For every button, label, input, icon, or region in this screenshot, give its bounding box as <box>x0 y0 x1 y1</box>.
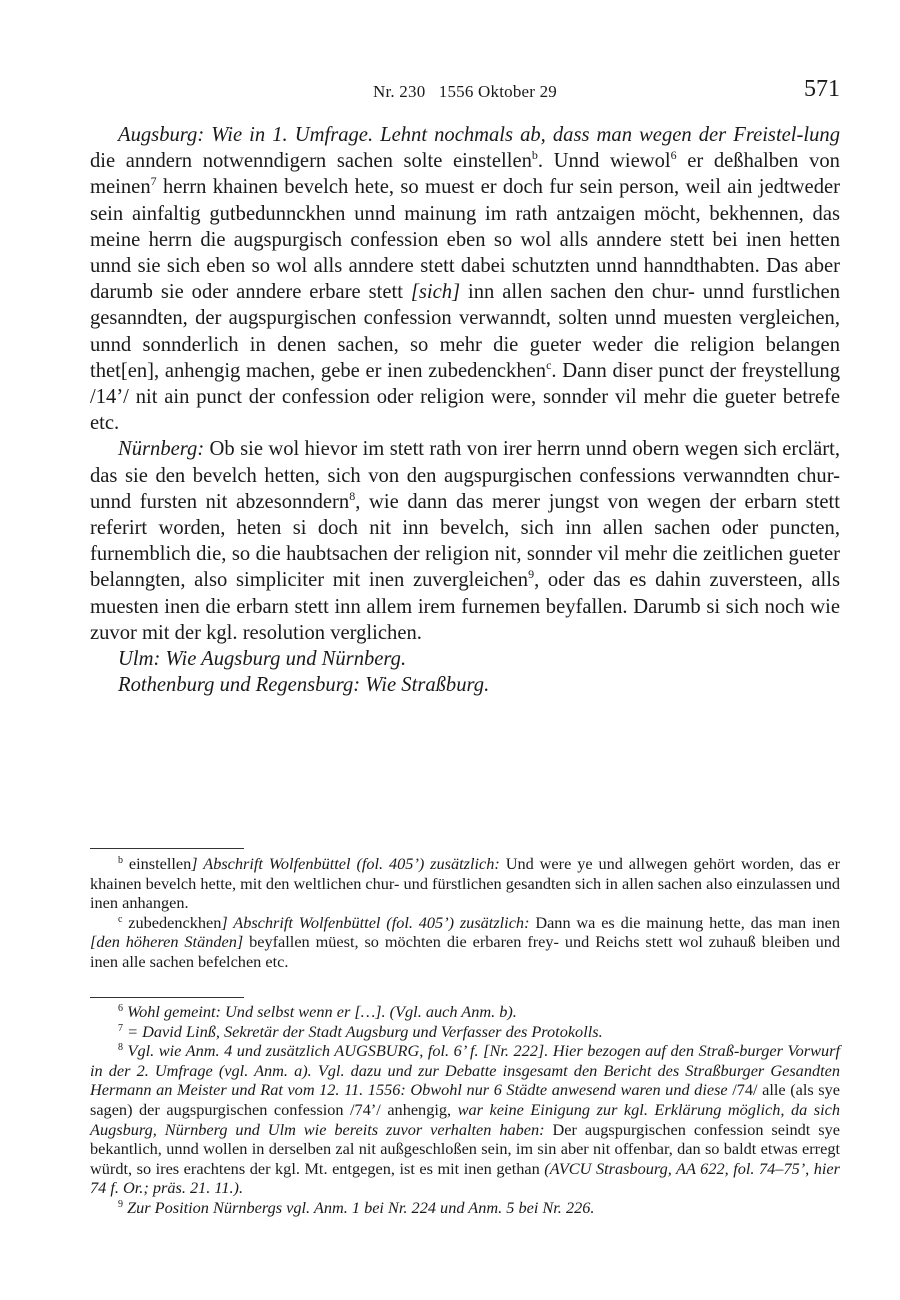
paragraph-ulm: Ulm: Wie Augsburg und Nürnberg. <box>118 648 407 671</box>
page-number: 571 <box>804 76 840 102</box>
speaker-augsburg: Augsburg: Wie in 1. Umfrage. Lehnt nochmals ab, dass man wegen der Freistel-lung <box>118 124 840 146</box>
editorial-insertion: [sich] <box>410 281 461 304</box>
entry-date: 1556 Oktober 29 <box>438 82 557 101</box>
running-header <box>90 76 840 110</box>
commentary-note-9: $^9$ Zur Position Nürnbergs vgl. Anm. 1 bei Nr. 224 und Anm. 5 bei Nr. 226. <box>118 1197 595 1217</box>
note-mark: b <box>531 148 538 163</box>
entry-number: Nr. 230 <box>373 82 426 101</box>
commentary-note-8: $^8$ Vgl. wie Anm. 4 und zusätzlich AUGSBURG, fol. 6’ f. [Nr. 222]. Hier bezogen auf den Straß-burger Vorwurf in der 2. Umfrage (vgl. Anm. a). Vgl. dazu und zur Debatte insgesamt den Bericht des Straßburger Gesandten Hermann an Meister und Rat vom 12. 11. 1556: Obwohl nur 6 Städte anwesend waren und diese /74/ alle (als sye sagen) der augspurgischen confession /74’/ anhengig, war keine Einigung zur kgl. Erklärung möglich, da sich Augsburg, Nürnberg und Ulm wie bereits zuvor verhalten haben: Der augspurgischen confession seindt sye bekantlich, unnd wollen in derselben zal nit außgeschloßen sein, im sin aber nit offenbar, dan so baldt etwas erregt würdt, so ires erachtens der kgl. Mt. entgegen, ist es mit inen gethan (AVCU Strasbourg, AA 622, fol. 74–75’, hier 74 f. Or.; präs. 21. 11.). <box>90 1041 840 1198</box>
header-center <box>90 82 840 102</box>
note-mark: c <box>546 357 552 372</box>
textual-note-b: $^b$ einstellen] Abschrift Wolfenbüttel (fol. 405’) zusätzlich: Und were ye und allwegen gehört worden, das er khainen bevelch hette, mit den weltlichen chur- und fürstlichen gesandten sich in allen sachen also einzulassen und inen anhangen. <box>90 854 840 913</box>
note-mark: 8 <box>349 488 356 503</box>
footnote-divider-commentary <box>90 997 244 998</box>
paragraph-augsburg: Augsburg: Wie in 1. Umfrage. Lehnt nochmals ab, dass man wegen der Freistel-lung die anndern notwenndigern sachen solte einstellen$^b$. Unnd wiewol$^6$ er deßhalben von meinen$^7$ herrn khainen bevelch hete, so muest er doch fur sein person, weil ain jedtweder sein ainfaltig gutbedunnckhen unnd mainung im rath antzaigen möcht, bekhennen, das meine herrn die augspurgisch confession eben so wol alls anndere stett bei inen hetten unnd sie sich eben so wol alls anndere stett dabei schutzten unnd hanndthabten. Das aber darumb sie oder anndere erbare stett [sich] inn allen sachen den chur- unnd furstlichen gesanndten, der augspurgischen confession verwanndt, solten unnd muesten vergleichen, unnd sonnderlich in denen sachen, so mehr die gueter weder die religion belangen thet[en], anhengig machen, gebe er inen zubedenckhen$^c$. Dann diser punct der freystellung /14’/ nit ain punct der confession oder religion were, sonnder vil mehr die gueter betrefe etc. <box>90 124 840 435</box>
paragraph-nuernberg: Nürnberg: Ob sie wol hievor im stett rath von irer herrn unnd obern wegen sich erclärt, das sie den bevelch hetten, sich von den augspurgischen confessions verwanndten chur- unnd fursten nit abzesonndern$^8$, wie dann das merer jungst von wegen der erbarn stett referirt worden, heten si doch nit inn bevelch, sich inn allen sachen oder puncten, furnemblich die, so die haubtsachen der religion nit, sonnder vil mehr die zeitlichen gueter belanngten, also simpliciter mit inen zuvergleichen$^9$, oder das es dahin zuversteen, alls muesten inen die erbarn stett inn allem irem furnemen beyfallen. Darumb si sich noch wie zuvor mit der kgl. resolution verglichen. <box>90 438 840 644</box>
commentary-note-6: $^6$ Wohl gemeint: Und selbst wenn er […]. (Vgl. auch Anm. b). <box>118 1002 517 1021</box>
paragraph-rothenburg-regensburg: Rothenburg und Regensburg: Wie Straßburg. <box>118 674 490 697</box>
speaker-nuernberg: Nürnberg: <box>118 438 205 461</box>
note-mark: 9 <box>528 567 535 582</box>
commentary-notes <box>90 1002 840 1218</box>
note-mark: 7 <box>150 174 157 189</box>
textual-note-c: $^c$ zubedenckhen] Abschrift Wolfenbüttel (fol. 405’) zusätzlich: Dann wa es die mainung hette, das man inen [den höheren Ständen] beyfallen müest, so möchten die erbaren frey- und Reichs stett wol zuhauß bleiben und inen alle sachen befelchen etc. <box>90 912 840 971</box>
commentary-note-7: $^7$ = David Linß, Sekretär der Stadt Augsburg und Verfasser des Protokolls. <box>118 1021 603 1041</box>
textual-notes <box>90 854 840 972</box>
note-mark: 6 <box>670 148 677 163</box>
footnote-divider-textual <box>90 848 244 849</box>
main-text <box>90 122 840 698</box>
